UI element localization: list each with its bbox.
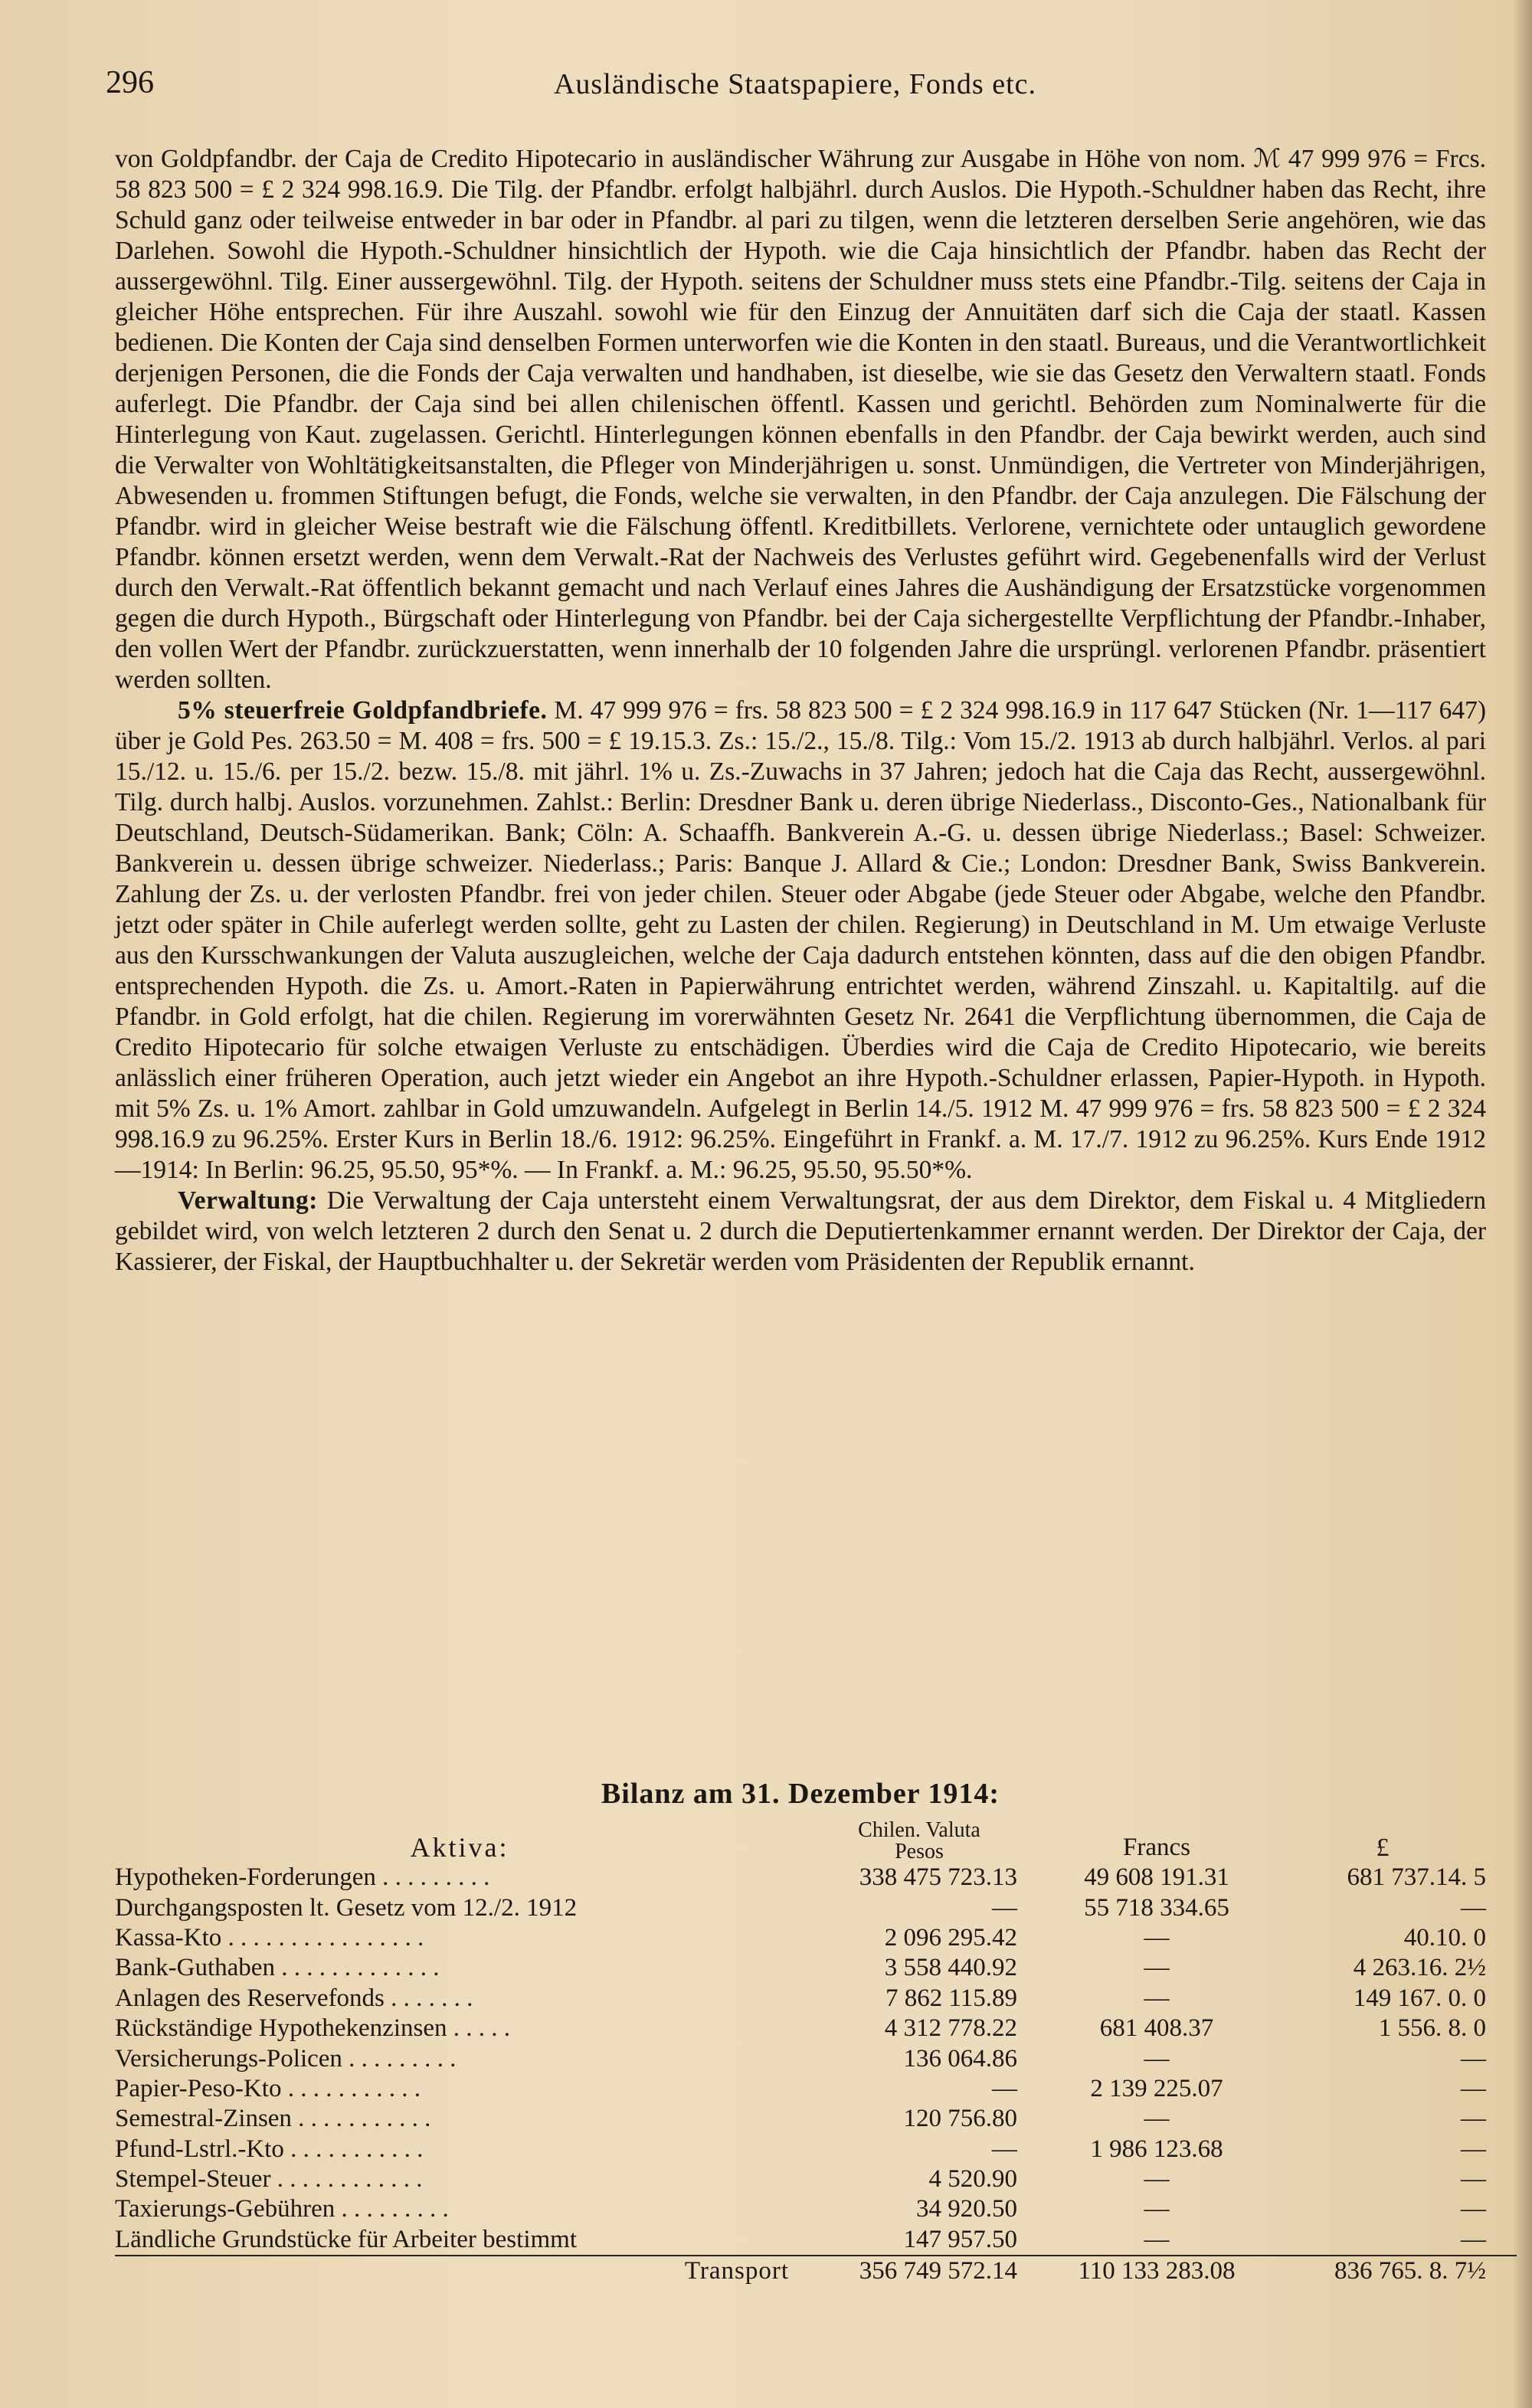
table-row (115, 2194, 1517, 2224)
bilanz-title: Bilanz am 31. Dezember 1914: (601, 1778, 1000, 1810)
row-francs: 49 608 191.31 (1084, 1863, 1229, 1892)
row-pesos: — (992, 2135, 1017, 2163)
row-pound: — (1461, 2135, 1486, 2163)
row-pesos: 338 475 723.13 (859, 1863, 1017, 1892)
row-pound: 681 737.14. 5 (1347, 1863, 1486, 1892)
table-row (115, 1984, 1517, 2014)
header-aktiva: Aktiva: (410, 1832, 509, 1863)
header-pesos-line2: Pesos (895, 1840, 944, 1863)
table-row (115, 2104, 1517, 2134)
header-francs: Francs (1123, 1834, 1190, 1861)
table-row (115, 1953, 1517, 1983)
row-pesos: 7 862 115.89 (885, 1984, 1017, 2012)
running-title: Ausländische Staatspapiere, Fonds etc. (553, 68, 1037, 100)
table-row (115, 1923, 1517, 1953)
table-row (115, 2074, 1517, 2104)
row-francs: 55 718 334.65 (1084, 1893, 1229, 1922)
row-pound: 1 556. 8. 0 (1378, 2014, 1486, 2043)
paragraph-text: von Goldpfandbr. der Caja de Credito Hipotecario in ausländischer Währung zur Ausgabe in Höhe von nom. ℳ 47 999 976 = Frcs. 58 823 500 = £ 2 324 998.16.9. Die Tilg. der Pfandbr. erfolgt halbjährl. durch Auslos. Die Hypoth.-Schuldner haben das Recht, ihre Schuld ganz oder teilweise entweder in bar oder in Pfandbr. al pari zu tilgen, wenn die letzteren derselben Serie angehören, wie das Darlehen. Sowohl die Hypoth.-Schuldner hinsichtlich der Hypoth. wie die Caja hinsichtlich der Pfandbr. haben das Recht der aussergewöhnl. Tilg. Einer aussergewöhnl. Tilg. der Hypoth. seitens der Schuldner muss stets eine Pfandbr.-Tilg. seitens der Caja in gleicher Höhe entsprechen. Für ihre Auszahl. sowohl wie für den Einzug der Annuitäten darf sich die Caja der staatl. Kassen bedienen. Die Konten der Caja sind denselben Formen unterworfen wie die Konten in den staatl. Bureaus, und die Verantwortlichkeit derjenigen Personen, die die Fonds der Caja verwalten und handhaben, ist dieselbe, wie sie das Gesetz den Verwaltern staatl. Fonds auferlegt. Die Pfandbr. der Caja sind bei allen chilenischen öffentl. Kassen und gerichtl. Behörden zum Nominalwerte für die Hinterlegung von Kaut. zugelassen. Gerichtl. Hinterlegungen können ebenfalls in den Pfandbr. der Caja bewirkt werden, auch sind die Verwalter von Wohltätigkeitsanstalten, die Pfleger von Minderjährigen u. sonst. Unmündigen, die Vertreter von Minderjährigen, Abwesenden u. frommen Stiftungen befugt, die Fonds, welche sie verwalten, in den Pfandbr. der Caja anzulegen. Die Fälschung der Pfandbr. wird in gleicher Weise bestraft wie die Fälschung öffentl. Kreditbillets. Verlorene, vernichtete oder untauglich gewordene Pfandbr. können ersetzt werden, wenn dem Verwalt.-Rat der Nachweis des Verlustes geführt wird. Gegebenenfalls wird der Verlust durch den Verwalt.-Rat öffentlich bekannt gemacht und nach Verlauf eines Jahres die Aushändigung der Ersatzstücke vorgenommen gegen die durch Hypoth., Bürgschaft oder Hinterlegung von Pfandbr. bei der Caja sichergestellte Verpflichtung der Pfandbr.-Inhaber, den vollen Wert der Pfandbr. zurückzuerstatten, wenn innerhalb der 10 folgenden Jahre die ursprüngl. verlorenen Pfandbr. präsentiert werden sollten. (115, 145, 1486, 694)
row-francs: — (1144, 2225, 1170, 2253)
page-number: 296 (106, 65, 154, 100)
transport-label: Transport (115, 2256, 804, 2286)
header-pesos (804, 1820, 1034, 1863)
row-label: Versicherungs-Policen . . . . . . . . . (115, 2044, 457, 2073)
table-row (115, 2225, 1517, 2256)
row-pesos: 3 558 440.92 (884, 1954, 1017, 1982)
row-label: Semestral-Zinsen . . . . . . . . . . . (115, 2105, 431, 2133)
row-label: Kassa-Kto . . . . . . . . . . . . . . . . (115, 1923, 424, 1952)
row-label: Taxierungs-Gebühren . . . . . . . . . (115, 2195, 449, 2223)
row-pesos: 4 312 778.22 (884, 2014, 1017, 2043)
row-label: Ländliche Grundstücke für Arbeiter bestimmt (115, 2225, 577, 2253)
table-row (115, 2135, 1517, 2164)
row-pound: — (1461, 2165, 1486, 2194)
page-header (106, 64, 1485, 110)
row-pound: — (1461, 1893, 1486, 1922)
row-pesos: — (992, 2074, 1017, 2102)
body-text (115, 144, 1486, 1278)
row-pound: — (1461, 2105, 1486, 2133)
transport-row (115, 2256, 1517, 2286)
table-row (115, 2043, 1517, 2073)
row-label: Bank-Guthaben . . . . . . . . . . . . . (115, 1954, 440, 1982)
row-label: Papier-Peso-Kto . . . . . . . . . . . (115, 2074, 421, 2102)
row-francs: — (1144, 2195, 1170, 2223)
row-pound: — (1461, 2074, 1486, 2102)
transport-francs: 110 133 283.08 (1034, 2256, 1279, 2286)
row-label: Hypotheken-Forderungen . . . . . . . . . (115, 1863, 490, 1892)
row-pesos: 136 064.86 (903, 2044, 1017, 2073)
row-francs: — (1144, 1954, 1170, 1982)
row-label: Durchgangsposten lt. Gesetz vom 12./2. 1912 (115, 1893, 578, 1922)
row-label: Pfund-Lstrl.-Kto . . . . . . . . . . . (115, 2135, 424, 2163)
row-francs: — (1144, 2105, 1170, 2133)
row-label: Stempel-Steuer . . . . . . . . . . . . (115, 2165, 423, 2194)
row-pound: 149 167. 0. 0 (1353, 1984, 1486, 2012)
row-francs: — (1144, 2044, 1170, 2073)
row-francs: 1 986 123.68 (1090, 2135, 1223, 2163)
bilanz-header-row (115, 1820, 1517, 1863)
row-pound: — (1461, 2225, 1486, 2253)
row-pound: — (1461, 2195, 1486, 2223)
row-pesos: 120 756.80 (903, 2105, 1017, 2133)
paragraph-continuation (115, 144, 1486, 695)
row-francs: — (1144, 1923, 1170, 1952)
header-pesos-line1: Chilen. Valuta (858, 1820, 980, 1842)
row-pesos: 2 096 295.42 (884, 1923, 1017, 1952)
row-pesos: 147 957.50 (903, 2225, 1017, 2253)
row-francs: — (1144, 2165, 1170, 2194)
row-pound: 40.10. 0 (1403, 1923, 1486, 1952)
table-row (115, 2164, 1517, 2194)
row-pound: 4 263.16. 2½ (1353, 1954, 1486, 1982)
transport-pound: 836 765. 8. 7½ (1279, 2256, 1517, 2286)
paragraph-goldpfandbriefe (115, 695, 1486, 1186)
row-francs: 681 408.37 (1099, 2014, 1214, 2043)
row-label: Anlagen des Reservefonds . . . . . . . (115, 1984, 473, 2012)
row-pesos: — (992, 1893, 1017, 1922)
paragraph-verwaltung (115, 1186, 1486, 1278)
table-row (115, 2014, 1517, 2043)
row-pound: — (1461, 2044, 1486, 2073)
bilanz-table (115, 1820, 1517, 2286)
row-francs: — (1144, 1984, 1170, 2012)
row-label: Rückständige Hypothekenzinsen . . . . . (115, 2014, 510, 2043)
section-lead-verwaltung: Verwaltung: (178, 1186, 318, 1215)
table-row (115, 1863, 1517, 1893)
row-francs: 2 139 225.07 (1090, 2074, 1223, 2102)
header-pound: £ (1376, 1834, 1390, 1862)
table-row (115, 1893, 1517, 1922)
section-lead-goldpfandbriefe: 5% steuerfreie Goldpfandbriefe. (178, 696, 548, 725)
row-pesos: 4 520.90 (928, 2165, 1017, 2194)
row-pesos: 34 920.50 (916, 2195, 1017, 2223)
paragraph-text: Die Verwaltung der Caja untersteht einem Verwaltungsrat, der aus dem Direktor, dem Fiskal u. 4 Mitgliedern gebildet wird, von welch letzteren 2 durch den Senat u. 2 durch die Deputiertenkammer ernannt werden. Der Direktor der Caja, der Kassierer, der Fiskal, der Hauptbuchhalter u. der Sekretär werden vom Präsidenten der Republik ernannt. (115, 1186, 1486, 1276)
paragraph-text: M. 47 999 976 = frs. 58 823 500 = £ 2 324 998.16.9 in 117 647 Stücken (Nr. 1—117 647) über je Gold Pes. 263.50 = M. 408 = frs. 500 = £ 19.15.3. Zs.: 15./2., 15./8. Tilg.: Vom 15./2. 1913 ab durch halbjährl. Verlos. al pari 15./12. u. 15./6. per 15./2. bezw. 15./8. mit jährl. 1% u. Zs.-Zuwachs in 37 Jahren; jedoch hat die Caja das Recht, aussergewöhnl. Tilg. durch halbj. Auslos. vorzunehmen. Zahlst.: Berlin: Dresdner Bank u. deren übrige Niederlass., Disconto-Ges., Nationalbank für Deutschland, Deutsch-Südamerikan. Bank; Cöln: A. Schaaffh. Bankverein A.-G. u. dessen übrige Niederlass.; Basel: Schweizer. Bankverein u. dessen übrige schweizer. Niederlass.; Paris: Banque J. Allard & Cie.; London: Dresdner Bank, Swiss Bankverein. Zahlung der Zs. u. der verlosten Pfandbr. frei von jeder chilen. Steuer oder Abgabe (jede Steuer oder Abgabe, welche den Pfandbr. jetzt oder später in Chile auferlegt werden sollte, geht zu Lasten der chilen. Regierung) in Deutschland in M. Um etwaige Verluste aus den Kursschwankungen der Valuta auszugleichen, welche der Caja dadurch entstehen könnten, dass auf die den obigen Pfandbr. entsprechenden Hypoth. die Zs. u. Amort.-Raten in Papierwährung entrichtet werden, während Zinszahl. u. Kapitaltilg. auf die Pfandbr. in Gold erfolgt, hat die chilen. Regierung im vorerwähnten Gesetz Nr. 2641 die Verpflichtung übernommen, die Caja de Credito Hipotecario für solche etwaigen Verluste zu entschädigen. Überdies wird die Caja de Credito Hipotecario, wie bereits anlässlich einer früheren Operation, auch jetzt wieder ein Angebot an ihre Hypoth.-Schuldner erlassen, Papier-Hypoth. in Hypoth. mit 5% Zs. u. 1% Amort. zahlbar in Gold umzuwandeln. Aufgelegt in Berlin 14./5. 1912 M. 47 999 976 = frs. 58 823 500 = £ 2 324 998.16.9 zu 96.25%. Erster Kurs in Berlin 18./6. 1912: 96.25%. Eingeführt in Frankf. a. M. 17./7. 1912 zu 96.25%. Kurs Ende 1912—1914: In Berlin: 96.25, 95.50, 95*%. — In Frankf. a. M.: 96.25, 95.50, 95.50*%. (115, 696, 1486, 1184)
transport-pesos: 356 749 572.14 (804, 2256, 1034, 2286)
